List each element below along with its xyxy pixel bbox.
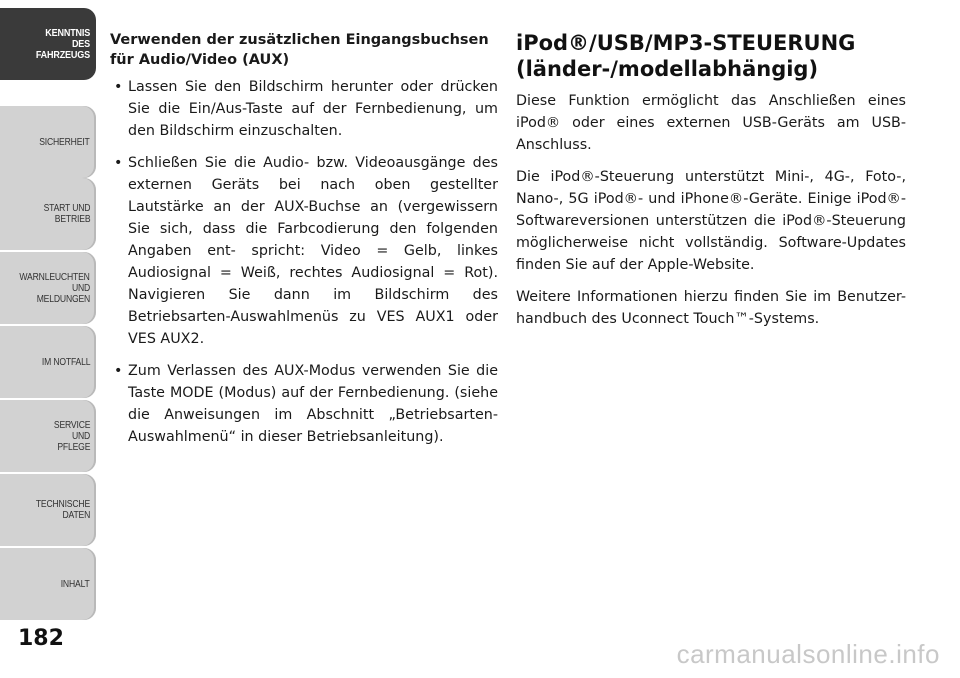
tab-label-line: DES: [71, 37, 90, 50]
tab-label-line: UND: [71, 430, 90, 442]
tab-label-line: IM NOTFALL: [41, 356, 90, 368]
paragraph: Diese Funktion ermöglicht das Anschließen eines iPod® oder eines externen USB-Geräts am USB- Anschluss.: [516, 93, 906, 153]
paragraph: Weitere Informationen hierzu finden Sie im Benutzer- handbuch des Uconnect Touch™-Systems.: [516, 289, 906, 327]
section-heading: [516, 30, 906, 82]
list-item-text: Zum Verlassen des AUX-Modus verwenden Sie die Taste MODE (Modus) auf der Fernbedienung. (siehe die Anweisungen im Abschnitt „Betriebsarten- Auswahlmenü“ in dieser Betriebsanleitung).: [128, 363, 498, 445]
tab-label-line: BETRIEB: [54, 214, 90, 225]
tab-label-line: MELDUNGEN: [36, 293, 90, 305]
left-column: [110, 30, 498, 458]
list-item-text: Schließen Sie die Audio- bzw. Videoausgänge des externen Geräts bei nach oben gestellter Lautstärke an der AUX-Buchse an (vergewissern Sie sich, dass die Farbcodierung den folgenden Angaben ent- spricht: Video = Gelb, linkes Audiosignal = Weiß, rechtes Audiosignal = Rot). Navigieren Sie dann im Bildschirm des Betriebsarten-Auswahlmenüs zu VES AUX1 oder VES AUX2.: [128, 155, 498, 347]
tab-service-und-pflege[interactable]: [0, 400, 96, 472]
tab-kenntnis-des-fahrzeugs[interactable]: [0, 8, 96, 80]
tab-label-line: KENNTNIS: [45, 26, 90, 39]
subheading-line: für Audio/Video (AUX): [110, 52, 290, 68]
paragraph: Die iPod®-Steuerung unterstützt Mini-, 4G-, Foto-, Nano-, 5G iPod®- und iPhone®-Geräte. Einige iPod®- Softwareversionen unterstützen die iPod®-Steuerung möglicherweise nicht vollständig. Software-Updates finden Sie auf der Apple-Website.: [516, 169, 906, 273]
subheading-line: Verwenden der zusätzlichen Eingangsbuchsen: [110, 32, 489, 48]
tab-sicherheit[interactable]: [0, 106, 96, 178]
tab-label-line: INHALT: [61, 578, 90, 590]
list-item-text: Lassen Sie den Bildschirm herunter oder drücken Sie die Ein/Aus-Taste auf der Fernbedienung, um den Bildschirm einzuschalten.: [128, 79, 498, 139]
tab-label-line: START UND: [43, 203, 90, 214]
tab-label-line: SERVICE: [53, 419, 90, 431]
page-number: 182: [18, 626, 64, 651]
tab-label-line: DATEN: [62, 510, 90, 521]
tab-inhalt[interactable]: [0, 548, 96, 620]
tab-technische-daten[interactable]: [0, 474, 96, 546]
bullet-icon: •: [114, 363, 123, 379]
tab-im-notfall[interactable]: [0, 326, 96, 398]
tab-label-line: WARNLEUCHTEN: [19, 271, 90, 283]
watermark: carmanualsonline.info: [676, 639, 940, 669]
aux-subheading: [110, 30, 498, 70]
tab-warnleuchten-und-meldungen[interactable]: [0, 252, 96, 324]
chapter-sidebar: [0, 0, 98, 678]
bullet-icon: •: [114, 79, 123, 95]
aux-instructions-list: [110, 76, 498, 448]
list-item: [110, 76, 498, 142]
tab-label-line: UND: [71, 282, 90, 294]
heading-line: iPod®/USB/MP3-STEUERUNG: [516, 31, 856, 55]
tab-label-line: FAHRZEUGS: [35, 48, 90, 61]
tab-label-line: TECHNISCHE: [35, 499, 90, 510]
tab-start-und-betrieb[interactable]: [0, 178, 96, 250]
bullet-icon: •: [114, 155, 123, 171]
right-column: [516, 30, 906, 340]
tab-label-line: PFLEGE: [57, 441, 90, 453]
tab-label-line: SICHERHEIT: [39, 136, 90, 148]
list-item: [110, 152, 498, 350]
list-item: [110, 360, 498, 448]
heading-line: (länder-/modellabhängig): [516, 57, 819, 81]
